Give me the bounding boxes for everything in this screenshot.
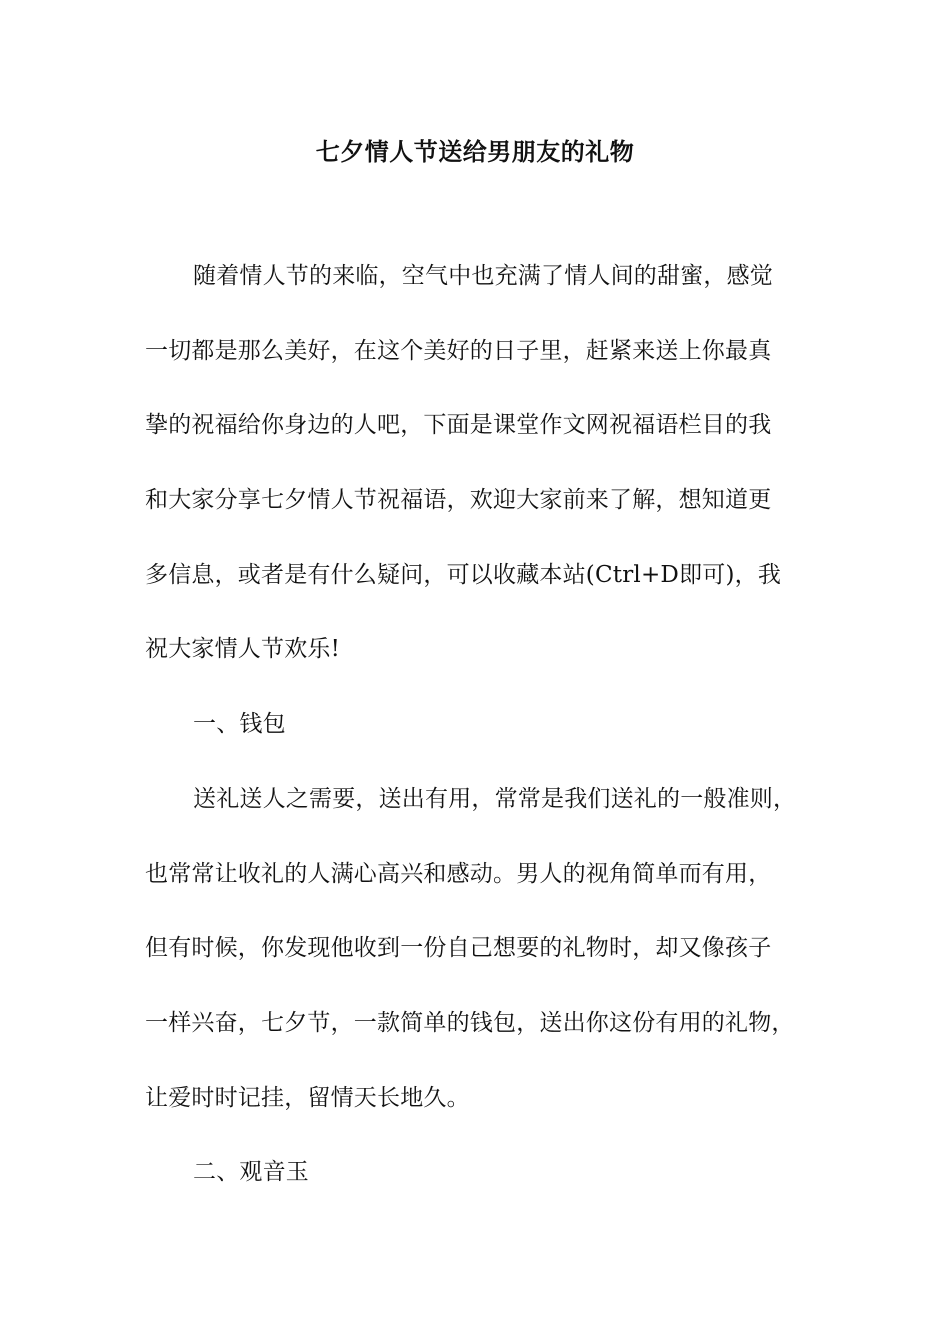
document-title: 七夕情人节送给男朋友的礼物 bbox=[315, 137, 635, 166]
body-line-1: 随着情人节的来临，空气中也充满了情人间的甜蜜，感觉 bbox=[193, 263, 773, 289]
section-heading-guanyin-jade: 二、观音玉 bbox=[193, 1159, 309, 1185]
body-line-2: 一切都是那么美好，在这个美好的日子里，赶紧来送上你最真 bbox=[145, 338, 772, 364]
body-line-11: 让爱时时记挂，留情天长地久。 bbox=[145, 1085, 470, 1111]
body-line-7: 送礼送人之需要，送出有用，常常是我们送礼的一般准则， bbox=[193, 786, 797, 812]
body-line-6: 祝大家情人节欢乐! bbox=[145, 636, 341, 662]
body-line-10: 一样兴奋，七夕节，一款简单的钱包，送出你这份有用的礼物， bbox=[145, 1010, 795, 1036]
body-line-3: 挚的祝福给你身边的人吧，下面是课堂作文网祝福语栏目的我 bbox=[145, 412, 772, 438]
body-line-8: 也常常让收礼的人满心高兴和感动。男人的视角简单而有用， bbox=[145, 861, 772, 887]
section-heading-wallet: 一、钱包 bbox=[193, 711, 286, 737]
body-line-9: 但有时候，你发现他收到一份自己想要的礼物时，却又像孩子 bbox=[145, 935, 772, 961]
body-line-5: 多信息，或者是有什么疑问，可以收藏本站(Ctrl+D即可)，我 bbox=[145, 562, 782, 588]
body-line-4: 和大家分享七夕情人节祝福语，欢迎大家前来了解，想知道更 bbox=[145, 487, 772, 513]
